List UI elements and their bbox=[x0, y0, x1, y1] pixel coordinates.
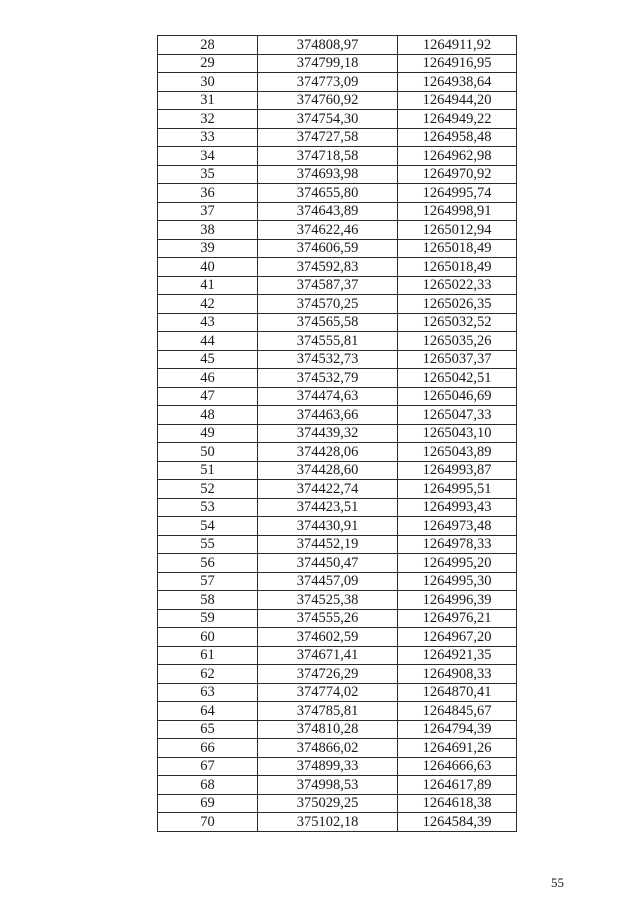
y-coordinate-cell: 1264944,20 bbox=[398, 91, 517, 110]
x-coordinate-cell: 374430,91 bbox=[258, 517, 398, 536]
point-number-cell: 32 bbox=[158, 110, 258, 129]
x-coordinate-cell: 374785,81 bbox=[258, 702, 398, 721]
table-row bbox=[158, 276, 517, 295]
x-coordinate-cell: 374810,28 bbox=[258, 720, 398, 739]
point-number-cell: 62 bbox=[158, 665, 258, 684]
y-coordinate-cell: 1264995,74 bbox=[398, 184, 517, 203]
table-row bbox=[158, 147, 517, 166]
y-coordinate-cell: 1264970,92 bbox=[398, 165, 517, 184]
x-coordinate-cell: 374773,09 bbox=[258, 73, 398, 92]
point-number-cell: 45 bbox=[158, 350, 258, 369]
point-number-cell: 37 bbox=[158, 202, 258, 221]
y-coordinate-cell: 1264618,38 bbox=[398, 794, 517, 813]
y-coordinate-cell: 1264921,35 bbox=[398, 646, 517, 665]
table-row bbox=[158, 128, 517, 147]
point-number-cell: 60 bbox=[158, 628, 258, 647]
point-number-cell: 52 bbox=[158, 480, 258, 499]
x-coordinate-cell: 374655,80 bbox=[258, 184, 398, 203]
y-coordinate-cell: 1264962,98 bbox=[398, 147, 517, 166]
table-row bbox=[158, 572, 517, 591]
table-row bbox=[158, 628, 517, 647]
table-row bbox=[158, 350, 517, 369]
x-coordinate-cell: 374450,47 bbox=[258, 554, 398, 573]
table-row bbox=[158, 239, 517, 258]
point-number-cell: 53 bbox=[158, 498, 258, 517]
table-row bbox=[158, 517, 517, 536]
point-number-cell: 50 bbox=[158, 443, 258, 462]
table-row bbox=[158, 73, 517, 92]
y-coordinate-cell: 1265018,49 bbox=[398, 258, 517, 277]
x-coordinate-cell: 374587,37 bbox=[258, 276, 398, 295]
page-number: 55 bbox=[551, 875, 564, 890]
table-row bbox=[158, 813, 517, 832]
table-row bbox=[158, 683, 517, 702]
table-row bbox=[158, 498, 517, 517]
table-row bbox=[158, 461, 517, 480]
x-coordinate-cell: 374532,79 bbox=[258, 369, 398, 388]
point-number-cell: 36 bbox=[158, 184, 258, 203]
point-number-cell: 59 bbox=[158, 609, 258, 628]
x-coordinate-cell: 374592,83 bbox=[258, 258, 398, 277]
y-coordinate-cell: 1265042,51 bbox=[398, 369, 517, 388]
y-coordinate-cell: 1265022,33 bbox=[398, 276, 517, 295]
coordinates-table bbox=[157, 35, 517, 832]
y-coordinate-cell: 1264995,51 bbox=[398, 480, 517, 499]
x-coordinate-cell: 374555,26 bbox=[258, 609, 398, 628]
x-coordinate-cell: 374643,89 bbox=[258, 202, 398, 221]
point-number-cell: 61 bbox=[158, 646, 258, 665]
x-coordinate-cell: 374423,51 bbox=[258, 498, 398, 517]
table-row bbox=[158, 665, 517, 684]
y-coordinate-cell: 1265043,10 bbox=[398, 424, 517, 443]
y-coordinate-cell: 1264870,41 bbox=[398, 683, 517, 702]
x-coordinate-cell: 374422,74 bbox=[258, 480, 398, 499]
point-number-cell: 48 bbox=[158, 406, 258, 425]
table-row bbox=[158, 369, 517, 388]
point-number-cell: 33 bbox=[158, 128, 258, 147]
x-coordinate-cell: 374452,19 bbox=[258, 535, 398, 554]
x-coordinate-cell: 374457,09 bbox=[258, 572, 398, 591]
x-coordinate-cell: 374439,32 bbox=[258, 424, 398, 443]
x-coordinate-cell: 374565,58 bbox=[258, 313, 398, 332]
point-number-cell: 68 bbox=[158, 776, 258, 795]
y-coordinate-cell: 1264967,20 bbox=[398, 628, 517, 647]
table-row bbox=[158, 36, 517, 55]
table-row bbox=[158, 702, 517, 721]
x-coordinate-cell: 374754,30 bbox=[258, 110, 398, 129]
y-coordinate-cell: 1264911,92 bbox=[398, 36, 517, 55]
x-coordinate-cell: 374899,33 bbox=[258, 757, 398, 776]
y-coordinate-cell: 1264976,21 bbox=[398, 609, 517, 628]
point-number-cell: 55 bbox=[158, 535, 258, 554]
point-number-cell: 70 bbox=[158, 813, 258, 832]
table-row bbox=[158, 332, 517, 351]
y-coordinate-cell: 1264666,63 bbox=[398, 757, 517, 776]
table-row bbox=[158, 295, 517, 314]
y-coordinate-cell: 1264916,95 bbox=[398, 54, 517, 73]
point-number-cell: 57 bbox=[158, 572, 258, 591]
x-coordinate-cell: 374428,06 bbox=[258, 443, 398, 462]
x-coordinate-cell: 374671,41 bbox=[258, 646, 398, 665]
table-row bbox=[158, 443, 517, 462]
x-coordinate-cell: 374726,29 bbox=[258, 665, 398, 684]
y-coordinate-cell: 1264938,64 bbox=[398, 73, 517, 92]
y-coordinate-cell: 1264958,48 bbox=[398, 128, 517, 147]
coordinates-table-body bbox=[158, 36, 517, 832]
x-coordinate-cell: 374799,18 bbox=[258, 54, 398, 73]
x-coordinate-cell: 374866,02 bbox=[258, 739, 398, 758]
table-row bbox=[158, 535, 517, 554]
table-row bbox=[158, 424, 517, 443]
point-number-cell: 41 bbox=[158, 276, 258, 295]
x-coordinate-cell: 374555,81 bbox=[258, 332, 398, 351]
x-coordinate-cell: 375029,25 bbox=[258, 794, 398, 813]
x-coordinate-cell: 374622,46 bbox=[258, 221, 398, 240]
point-number-cell: 39 bbox=[158, 239, 258, 258]
table-row bbox=[158, 720, 517, 739]
y-coordinate-cell: 1264993,43 bbox=[398, 498, 517, 517]
point-number-cell: 38 bbox=[158, 221, 258, 240]
table-row bbox=[158, 54, 517, 73]
y-coordinate-cell: 1264995,20 bbox=[398, 554, 517, 573]
y-coordinate-cell: 1265012,94 bbox=[398, 221, 517, 240]
table-row bbox=[158, 165, 517, 184]
point-number-cell: 64 bbox=[158, 702, 258, 721]
x-coordinate-cell: 374602,59 bbox=[258, 628, 398, 647]
table-row bbox=[158, 646, 517, 665]
y-coordinate-cell: 1264973,48 bbox=[398, 517, 517, 536]
y-coordinate-cell: 1264794,39 bbox=[398, 720, 517, 739]
x-coordinate-cell: 374808,97 bbox=[258, 36, 398, 55]
table-row bbox=[158, 591, 517, 610]
point-number-cell: 49 bbox=[158, 424, 258, 443]
x-coordinate-cell: 374532,73 bbox=[258, 350, 398, 369]
point-number-cell: 40 bbox=[158, 258, 258, 277]
x-coordinate-cell: 374570,25 bbox=[258, 295, 398, 314]
y-coordinate-cell: 1264584,39 bbox=[398, 813, 517, 832]
y-coordinate-cell: 1264949,22 bbox=[398, 110, 517, 129]
point-number-cell: 44 bbox=[158, 332, 258, 351]
point-number-cell: 30 bbox=[158, 73, 258, 92]
table-row bbox=[158, 202, 517, 221]
table-row bbox=[158, 110, 517, 129]
table-row bbox=[158, 776, 517, 795]
table-row bbox=[158, 554, 517, 573]
x-coordinate-cell: 374727,58 bbox=[258, 128, 398, 147]
y-coordinate-cell: 1265032,52 bbox=[398, 313, 517, 332]
x-coordinate-cell: 374718,58 bbox=[258, 147, 398, 166]
x-coordinate-cell: 375102,18 bbox=[258, 813, 398, 832]
point-number-cell: 54 bbox=[158, 517, 258, 536]
table-row bbox=[158, 739, 517, 758]
table-row bbox=[158, 609, 517, 628]
point-number-cell: 69 bbox=[158, 794, 258, 813]
point-number-cell: 31 bbox=[158, 91, 258, 110]
table-row bbox=[158, 313, 517, 332]
y-coordinate-cell: 1265043,89 bbox=[398, 443, 517, 462]
y-coordinate-cell: 1264998,91 bbox=[398, 202, 517, 221]
point-number-cell: 43 bbox=[158, 313, 258, 332]
table-row bbox=[158, 406, 517, 425]
y-coordinate-cell: 1264908,33 bbox=[398, 665, 517, 684]
point-number-cell: 29 bbox=[158, 54, 258, 73]
point-number-cell: 51 bbox=[158, 461, 258, 480]
point-number-cell: 46 bbox=[158, 369, 258, 388]
y-coordinate-cell: 1264996,39 bbox=[398, 591, 517, 610]
x-coordinate-cell: 374693,98 bbox=[258, 165, 398, 184]
point-number-cell: 42 bbox=[158, 295, 258, 314]
point-number-cell: 56 bbox=[158, 554, 258, 573]
y-coordinate-cell: 1265037,37 bbox=[398, 350, 517, 369]
point-number-cell: 67 bbox=[158, 757, 258, 776]
table-row bbox=[158, 794, 517, 813]
table-row bbox=[158, 184, 517, 203]
x-coordinate-cell: 374760,92 bbox=[258, 91, 398, 110]
x-coordinate-cell: 374463,66 bbox=[258, 406, 398, 425]
point-number-cell: 63 bbox=[158, 683, 258, 702]
point-number-cell: 58 bbox=[158, 591, 258, 610]
y-coordinate-cell: 1265035,26 bbox=[398, 332, 517, 351]
table-row bbox=[158, 258, 517, 277]
table-row bbox=[158, 757, 517, 776]
y-coordinate-cell: 1264978,33 bbox=[398, 535, 517, 554]
x-coordinate-cell: 374428,60 bbox=[258, 461, 398, 480]
y-coordinate-cell: 1264845,67 bbox=[398, 702, 517, 721]
table-row bbox=[158, 480, 517, 499]
y-coordinate-cell: 1265047,33 bbox=[398, 406, 517, 425]
y-coordinate-cell: 1264995,30 bbox=[398, 572, 517, 591]
point-number-cell: 35 bbox=[158, 165, 258, 184]
table-row bbox=[158, 221, 517, 240]
x-coordinate-cell: 374525,38 bbox=[258, 591, 398, 610]
y-coordinate-cell: 1265018,49 bbox=[398, 239, 517, 258]
point-number-cell: 28 bbox=[158, 36, 258, 55]
y-coordinate-cell: 1264993,87 bbox=[398, 461, 517, 480]
x-coordinate-cell: 374998,53 bbox=[258, 776, 398, 795]
y-coordinate-cell: 1265046,69 bbox=[398, 387, 517, 406]
x-coordinate-cell: 374774,02 bbox=[258, 683, 398, 702]
point-number-cell: 34 bbox=[158, 147, 258, 166]
x-coordinate-cell: 374606,59 bbox=[258, 239, 398, 258]
table-row bbox=[158, 387, 517, 406]
x-coordinate-cell: 374474,63 bbox=[258, 387, 398, 406]
point-number-cell: 65 bbox=[158, 720, 258, 739]
y-coordinate-cell: 1265026,35 bbox=[398, 295, 517, 314]
point-number-cell: 47 bbox=[158, 387, 258, 406]
table-row bbox=[158, 91, 517, 110]
y-coordinate-cell: 1264691,26 bbox=[398, 739, 517, 758]
y-coordinate-cell: 1264617,89 bbox=[398, 776, 517, 795]
point-number-cell: 66 bbox=[158, 739, 258, 758]
